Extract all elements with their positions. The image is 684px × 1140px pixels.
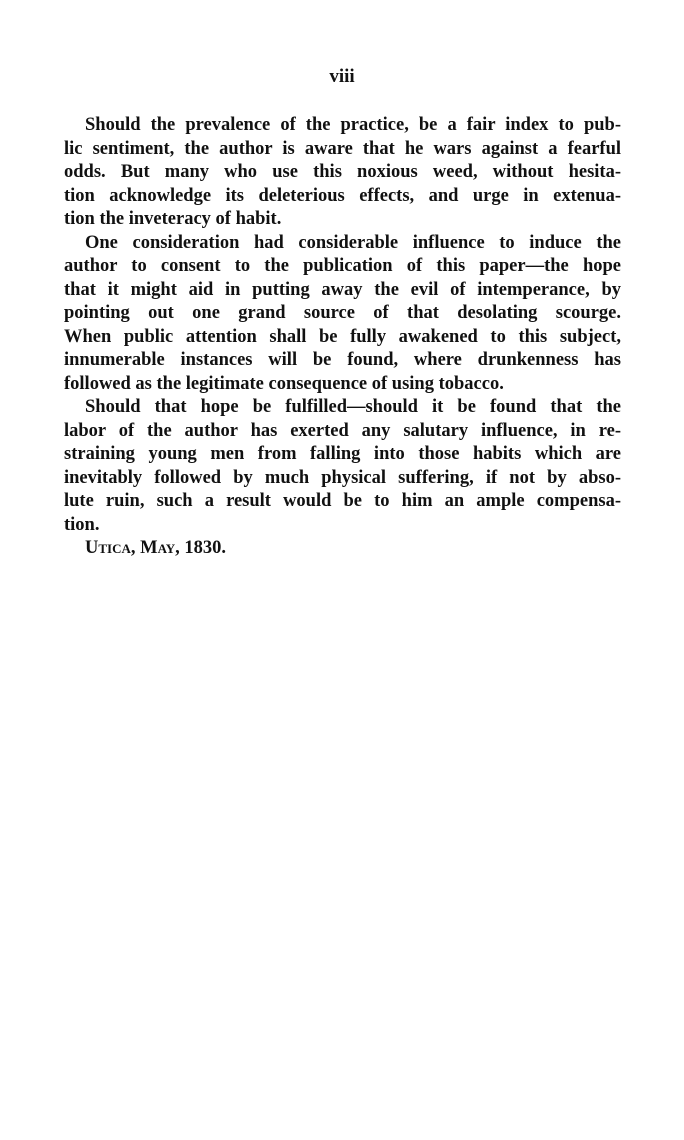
text-line: author to consent to the publication of this paper—the hope [64, 256, 621, 276]
text-line: that it might aid in putting away the evil of intemperance, by [64, 279, 621, 300]
text-line: Should that hope be fulfilled—should it be found that the [85, 397, 621, 417]
text-line: pointing out one grand source of that desolating scourge. [64, 303, 621, 323]
signature-place-date: Utica, May, 1830. [85, 538, 227, 558]
text-line: One consideration had considerable influence to induce the [85, 232, 621, 253]
text-line: lic sentiment, the author is aware that he wars against a fearful [64, 138, 621, 159]
text-line: Should the prevalence of the practice, be a fair index to pub- [85, 115, 621, 135]
body-text [64, 114, 621, 561]
text-line: labor of the author has exerted any salutary influence, in re- [64, 420, 621, 441]
text-line: odds. But many who use this noxious weed, without hesita- [64, 162, 621, 182]
text-line: lute ruin, such a result would be to him an ample compensa- [64, 491, 621, 511]
page-number: viii [329, 66, 355, 87]
text-line: inevitably followed by much physical suffering, if not by abso- [64, 467, 621, 488]
text-line: innumerable instances will be found, where drunkenness has [64, 350, 621, 370]
text-line: followed as the legitimate consequence of using tobacco. [64, 373, 504, 394]
text-line: tion the inveteracy of habit. [64, 209, 282, 229]
text-line: tion. [64, 514, 100, 535]
text-line: tion acknowledge its deleterious effects, and urge in extenua- [64, 185, 621, 206]
text-line: When public attention shall be fully awakened to this subject, [64, 326, 621, 347]
text-line: straining young men from falling into those habits which are [64, 444, 621, 464]
